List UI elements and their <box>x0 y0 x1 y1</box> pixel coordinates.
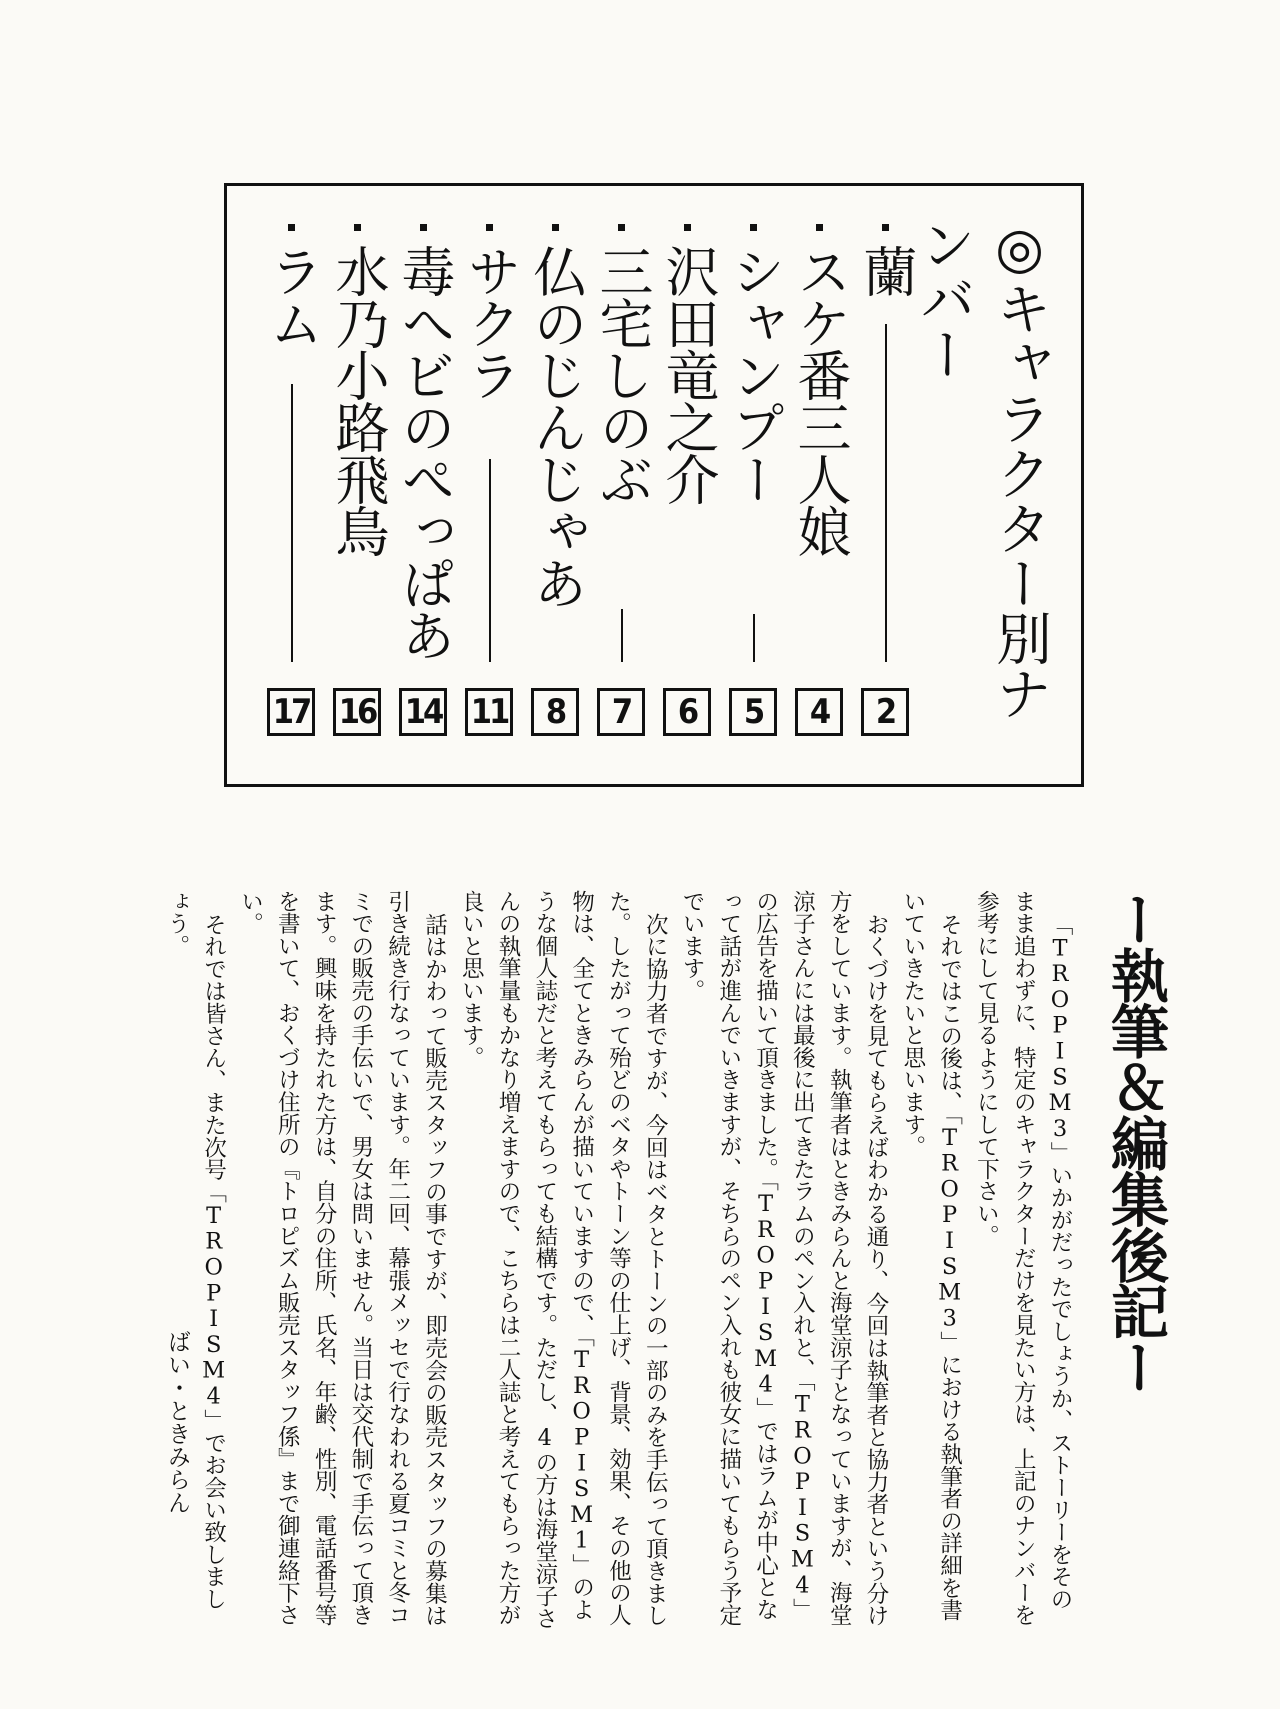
bullet-icon <box>618 224 625 231</box>
entry-name: サクラ <box>459 244 522 400</box>
bullet-icon <box>882 224 889 231</box>
index-entry <box>521 224 591 736</box>
index-entry <box>587 224 657 736</box>
afterword-paragraph: それでは皆さん、また次号「TROPISM4」でお会い致しましょう。 <box>163 890 227 1610</box>
bullet-icon <box>816 224 823 231</box>
afterword-paragraph: 話はかわって販売スタッフの事ですが、即売会の販売スタッフの募集は引き続き行なっています。年二回、幕張メッセで行なわれる夏コミと冬コミでの販売の手伝いで、男女は問いません。当日は交代制で手伝って頂きます。興味を持たれた方は、自分の住所、氏名、年齢、性別、電話番号等を書いて、おくづけ住所の『トロピズム販売スタッフ係』まで御連絡下さい。 <box>237 890 448 1627</box>
entry-page-number: 6 <box>663 688 711 736</box>
entry-page-number: 14 <box>399 688 447 736</box>
entry-name: 仏のじんじゃあ <box>525 244 588 608</box>
index-entry <box>653 224 723 736</box>
afterword-heading: ー執筆＆編集後記ー <box>1101 890 1169 1394</box>
index-title-column <box>911 216 1057 746</box>
entry-name: 蘭 <box>855 244 918 296</box>
leader-line <box>885 324 887 662</box>
entry-page-number: 2 <box>861 688 909 736</box>
bullet-icon <box>684 224 691 231</box>
leader-line <box>621 609 623 662</box>
entry-page-number: 4 <box>795 688 843 736</box>
afterword-paragraph: それではこの後は、「TROPISM3」における執筆者の詳細を書いていきたいと思います。 <box>899 890 963 1621</box>
leader-line <box>489 459 491 662</box>
bullet-icon <box>354 224 361 231</box>
entry-page-number: 8 <box>531 688 579 736</box>
entry-page-number: 7 <box>597 688 645 736</box>
entry-name: 毒へビのぺっぱあ <box>393 244 456 660</box>
bullet-icon <box>486 224 493 231</box>
index-entry <box>389 224 459 736</box>
character-index <box>224 183 1084 787</box>
afterword-section <box>150 890 1170 1660</box>
afterword-paragraph: 「TROPISM3」いかがだったでしょうか、ストーリーをそのまま追わずに、特定のキャラクターだけを見たい方は、上記のナンバーを参考にして見るようにして下さい。 <box>973 890 1073 1626</box>
afterword-paragraph: おくづけを見てもらえばわかる通り、今回は執筆者と協力者という分け方をしています。執筆者はときみらんと海堂涼子となっていますが、海堂涼子さんには最後に出てきたラムのペン入れと、「TROPISM4」の広告を描いて頂きました。「TROPISM4」ではラムが中心となって話が進んでいきますが、そちらのペン入れも彼女に描いてもらう予定でいます。 <box>679 890 890 1627</box>
index-entry <box>719 224 789 736</box>
signature: ばい・ときみらん <box>164 1330 190 1514</box>
entry-name: スケ番三人娘 <box>789 244 852 556</box>
index-entry <box>257 224 327 736</box>
entry-name: 三宅しのぶ <box>591 244 654 504</box>
entry-name: 水乃小路飛鳥 <box>327 244 390 556</box>
entry-page-number: 5 <box>729 688 777 736</box>
leader-line <box>291 384 293 662</box>
index-entry <box>785 224 855 736</box>
entry-page-number: 16 <box>333 688 381 736</box>
index-entry <box>323 224 393 736</box>
afterword-paragraph: 次に協力者ですが、今回はベタとトーンの一部のみを手伝って頂きました。したがって殆どのベタやトーン等の仕上げ、背景、効果、その他の人物は、全てときみらんが描いていますので、「TROPISM1」のような個人誌だと考えてもらっても結構です。ただし、4の方は海堂涼子さんの執筆量もかなり増えますので、こちらは二人誌と考えてもらった方が良いと思います。 <box>458 890 669 1630</box>
entry-page-number: 11 <box>465 688 513 736</box>
leader-line <box>753 614 755 662</box>
entry-page-number: 17 <box>267 688 315 736</box>
bullet-icon <box>288 224 295 231</box>
bullet-icon <box>420 224 427 231</box>
bullet-icon <box>750 224 757 231</box>
index-entry <box>851 224 921 736</box>
bullet-icon <box>552 224 559 231</box>
entry-name: 沢田竜之介 <box>657 244 720 504</box>
index-title: ◎キャラクター別ナンバー <box>911 216 1052 720</box>
entry-name: ラム <box>261 244 324 348</box>
index-entry <box>455 224 525 736</box>
entry-name: シャンプー <box>723 244 786 504</box>
